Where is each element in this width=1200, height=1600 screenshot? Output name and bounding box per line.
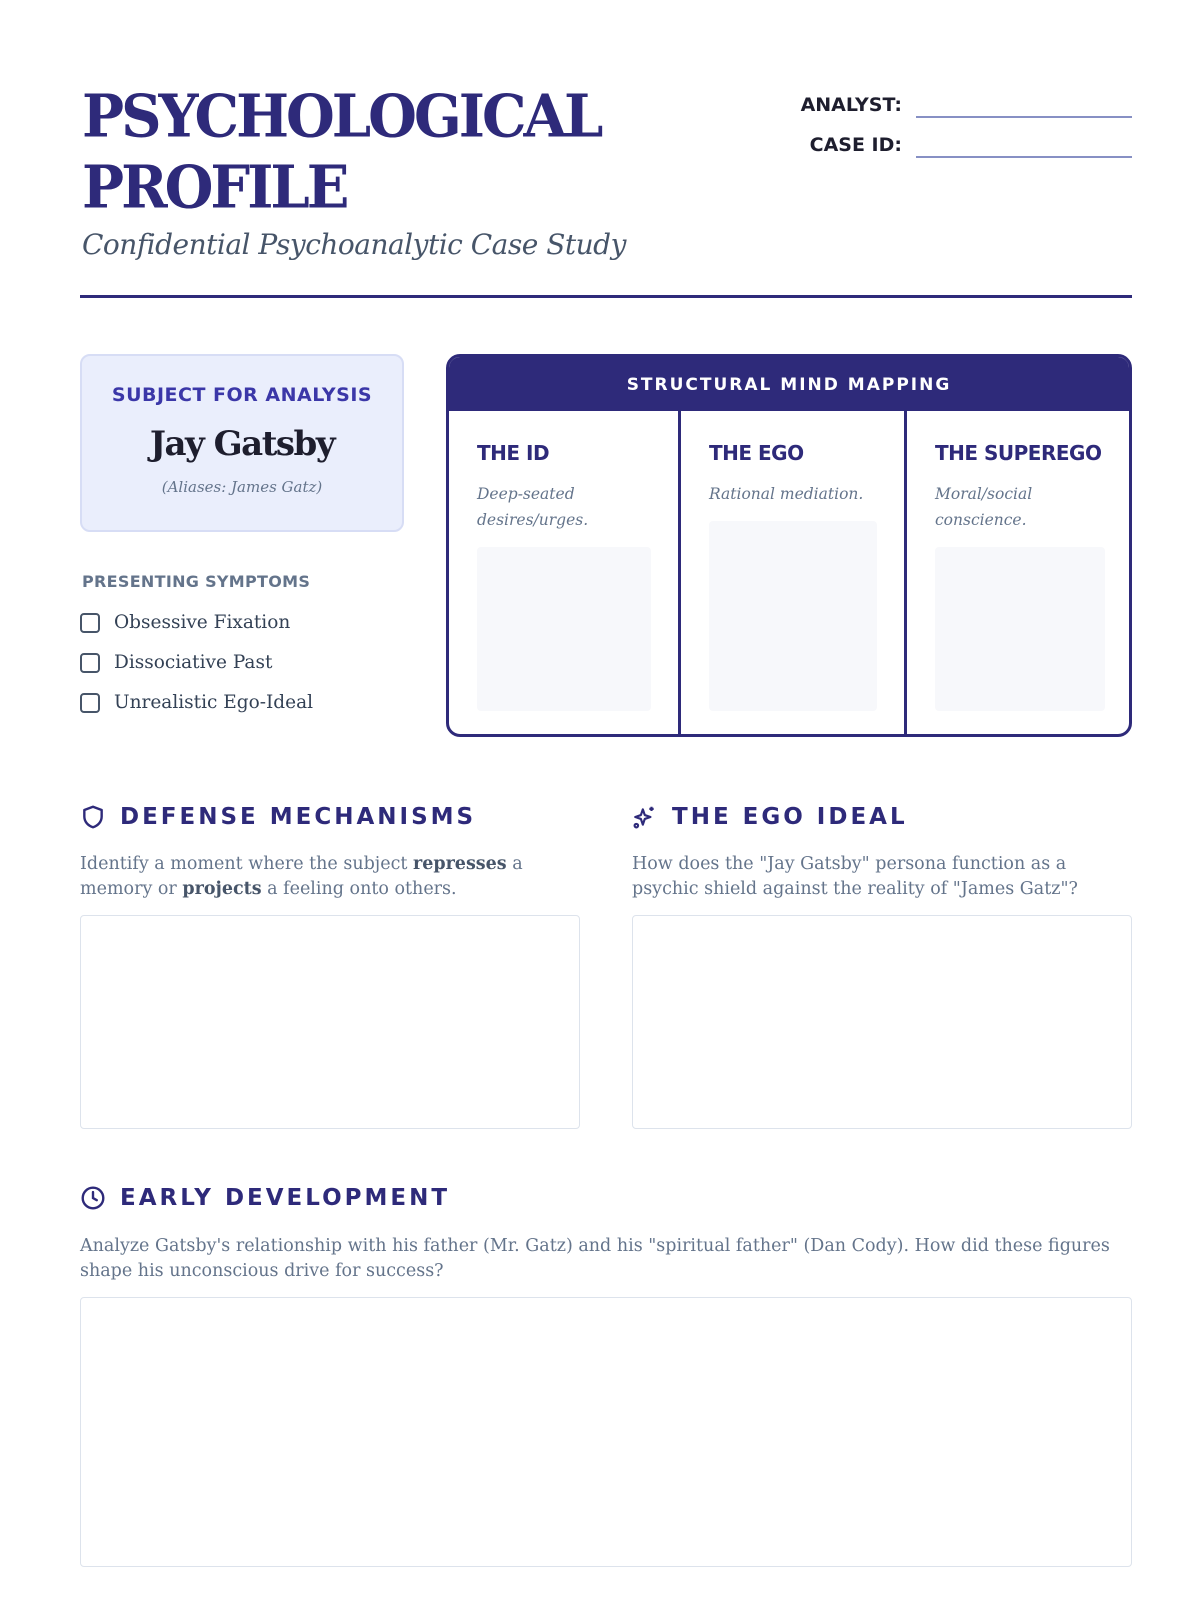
page-subtitle: Confidential Psychoanalytic Case Study bbox=[82, 228, 626, 261]
symptom-label: Dissociative Past bbox=[114, 652, 273, 673]
subject-name: Jay Gatsby bbox=[149, 424, 335, 464]
defense-answer-box[interactable] bbox=[80, 915, 580, 1129]
early-development-heading bbox=[80, 1185, 450, 1211]
id-column bbox=[449, 411, 678, 737]
symptom-item[interactable] bbox=[80, 692, 313, 713]
prompt-text: a memory or bbox=[80, 854, 523, 899]
checkbox[interactable] bbox=[80, 613, 100, 633]
mind-map-panel bbox=[446, 354, 1132, 737]
symptom-item[interactable] bbox=[80, 612, 290, 633]
header-divider bbox=[80, 295, 1132, 298]
checkbox[interactable] bbox=[80, 653, 100, 673]
ego-column bbox=[678, 411, 904, 737]
id-answer-box[interactable] bbox=[477, 547, 651, 711]
ego-answer-box[interactable] bbox=[709, 521, 877, 711]
sparkles-icon bbox=[632, 804, 658, 830]
analyst-row bbox=[772, 78, 1132, 118]
subject-label: SUBJECT FOR ANALYSIS bbox=[111, 384, 373, 406]
id-description: Deep-seated desires/urges. bbox=[477, 485, 589, 529]
ego-ideal-heading bbox=[632, 804, 908, 830]
superego-answer-box[interactable] bbox=[935, 547, 1105, 711]
analyst-label: ANALYST: bbox=[800, 94, 902, 116]
mind-map-title: STRUCTURAL MIND MAPPING bbox=[449, 357, 1129, 411]
defense-prompt bbox=[80, 852, 550, 902]
early-development-title: EARLY DEVELOPMENT bbox=[120, 1185, 451, 1211]
title-line-1: PSYCHOLOGICAL bbox=[82, 81, 601, 151]
superego-description: Moral/social conscience. bbox=[935, 485, 1033, 529]
early-development-prompt: Analyze Gatsby's relationship with his father (Mr. Gatz) and his "spiritual father" (Dan Cody). How did these figures shape his unconscious drive for success? bbox=[80, 1236, 1110, 1281]
prompt-text: a feeling onto others. bbox=[261, 879, 457, 899]
case-id-row bbox=[772, 118, 1132, 158]
prompt-text: Identify a moment where the subject bbox=[80, 854, 413, 874]
subject-aliases: (Aliases: James Gatz) bbox=[161, 478, 323, 496]
symptom-label: Obsessive Fixation bbox=[114, 612, 291, 633]
case-id-label: CASE ID: bbox=[809, 134, 902, 156]
symptom-label: Unrealistic Ego-Ideal bbox=[114, 692, 314, 713]
id-title: THE ID bbox=[477, 441, 550, 465]
prompt-emphasis: represses bbox=[413, 854, 507, 874]
mind-map-columns bbox=[449, 411, 1129, 737]
superego-column bbox=[904, 411, 1129, 737]
clock-icon bbox=[80, 1185, 106, 1211]
ego-description: Rational mediation. bbox=[709, 485, 864, 503]
superego-title: THE SUPEREGO bbox=[935, 441, 1102, 465]
symptoms-heading: PRESENTING SYMPTOMS bbox=[82, 572, 311, 591]
ego-title: THE EGO bbox=[709, 441, 804, 465]
page-title bbox=[82, 81, 600, 224]
symptom-item[interactable] bbox=[80, 652, 272, 673]
shield-icon bbox=[80, 804, 106, 830]
early-development-answer-box[interactable] bbox=[80, 1297, 1132, 1567]
ego-ideal-title: THE EGO IDEAL bbox=[672, 804, 908, 830]
title-line-2: PROFILE bbox=[82, 153, 347, 223]
prompt-emphasis: projects bbox=[182, 879, 262, 899]
checkbox[interactable] bbox=[80, 693, 100, 713]
defense-title: DEFENSE MECHANISMS bbox=[120, 804, 477, 830]
case-id-field[interactable] bbox=[916, 130, 1132, 158]
defense-heading bbox=[80, 804, 476, 830]
subject-card bbox=[80, 354, 404, 532]
ego-ideal-prompt: How does the "Jay Gatsby" persona function as a psychic shield against the reality of "James Gatz"? bbox=[632, 854, 1078, 899]
analyst-field[interactable] bbox=[916, 90, 1132, 118]
case-meta bbox=[772, 78, 1132, 158]
ego-ideal-answer-box[interactable] bbox=[632, 915, 1132, 1129]
